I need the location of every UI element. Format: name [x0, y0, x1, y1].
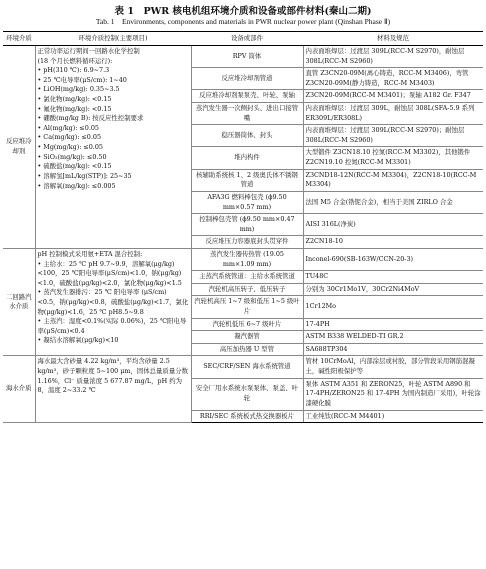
table-body [3, 46, 483, 423]
header-equipment: 设备或部件 [191, 32, 303, 46]
condition-line: • SiO₂(mg/kg): ≤0.50 [37, 152, 107, 161]
material-cell: 内表面堆焊层：过渡层 309L(RCC-M S2970)；耐蚀层 308L(RCC-M S2960) [303, 125, 483, 147]
equipment-cell: 主蒸汽系统管道：主给水系统管道 [191, 271, 303, 284]
condition-line: 海水最大含砂量 4.22 kg/m³，平均含砂量 2.5 kg/m³，砂子颗粒度 5~100 μm，固体总量质量分数 1.16%，Cl⁻ 质量浓度 5 677.87 mg/L，pH 约为 8，温度 2~33.2 ℃ [37, 357, 188, 395]
equipment-cell: 反应堆压力容器底封头贯穿件 [191, 236, 303, 249]
condition-line: • 硫酸盐(mg/kg): <0.15 [37, 162, 112, 171]
material-cell: 法国 M5 合金(锆铌合金)，相当于美国 ZIRLO 合金 [303, 191, 483, 213]
condition-line: • 蒸汽发生器排污：25 ℃ 阳电导率 (μS/cm)<0.5，钠(μg/kg)<0.8，硫酸盐(μg/kg)<1.7，氯化物(μg/kg)<1.6，25 ℃ pH8.5~9.8 [37, 288, 189, 316]
material-cell: 17-4PH [303, 318, 483, 331]
material-cell: 1Cr12Mo [303, 296, 483, 318]
equipment-cell: RPV 筒体 [191, 46, 303, 68]
condition-line: • 主蒸汽：湿度<0.1%(实际 0.06%)，25 ℃阳电导率(μS/cm)<0.4 [37, 317, 187, 335]
equipment-cell: AFA3G 燃料棒包壳 (ϕ9.50 mm×0.57 mm) [191, 191, 303, 213]
equipment-cell: 汽轮机高压转子、低压转子 [191, 283, 303, 296]
material-cell: Z3CND18-12N(RCC-M M3304)，Z2CN18-10(RCC-M M3304) [303, 169, 483, 191]
equipment-cell: 核辅助系统核 1、2 级奥氏体不锈钢管道 [191, 169, 303, 191]
equipment-cell: 凝汽器管 [191, 331, 303, 344]
equipment-cell: 反应堆冷却剂管道 [191, 68, 303, 90]
equipment-cell: 安全厂用水系统水泵泵体、泵盖、叶轮 [191, 378, 303, 410]
equipment-cell: 堆内构件 [191, 147, 303, 169]
material-cell: ASTM B338 WELDED-TI GR.2 [303, 331, 483, 344]
condition-line: 正常功率运行期间一回路水化学控制 [37, 47, 140, 55]
condition-line: • pH(310 ℃): 6.9~7.3 [37, 66, 110, 75]
equipment-cell: 汽轮机高压 1~7 级和低压 1~5 级叶片 [191, 296, 303, 318]
material-cell: 泵体 ASTM A351 和 ZERON25，叶轮 ASTM A890 和 17-4PH/ZERON25 和 17-4PH 为国内制造厂采用)，叶轮涂漆硬化膜 [303, 378, 483, 410]
condition-cell [35, 356, 191, 423]
equipment-cell: SEC/CRF/SEN 海水系统管道 [191, 356, 303, 378]
material-cell: TU48C [303, 271, 483, 284]
equipment-cell: 反应堆冷却剂泵泵壳、叶轮、泵轴 [191, 90, 303, 103]
material-cell: 工业纯钛(RCC-M M4401) [303, 410, 483, 423]
table-header-row [3, 32, 483, 46]
table-row [3, 356, 483, 378]
condition-line: • 氟化物(mg/kg): <0.15 [37, 104, 112, 113]
system-cell: 海水介质 [3, 356, 35, 423]
table-title-en: Tab. 1 Environments, components and materials in PWR nuclear power plant (Qinshan Phase Ⅱ) [95, 17, 391, 26]
header-control: 环境介质控制(主要项目) [35, 32, 191, 46]
table-row [3, 248, 483, 270]
material-cell: 大型锻件 Z3CN18.10 控氮(RCC-M M3302)，其他锻件 Z2CN19.10 控氮(RCC-M M3301) [303, 147, 483, 169]
condition-line: • Ca(mg/kg): ≤0.05 [37, 133, 102, 142]
material-cell: Z2CN18-10 [303, 236, 483, 249]
material-cell: 分别为 30Cr1Mo1V，30Cr2Ni4MoV [303, 283, 483, 296]
condition-line: • 溶解氢[mL/kg(STP)]: 25~35 [37, 171, 132, 180]
material-cell: Z3CN20-09M(RCC-M M3401)；泵轴 A182 Gr. F347 [303, 90, 483, 103]
system-cell: 二回路汽水介质 [3, 248, 35, 355]
material-cell: Inconel-690(SB-163W/CCN-20-3) [303, 248, 483, 270]
materials-table [3, 31, 483, 423]
table-title-cn: 表 1 PWR 核电机组环境介质和设备或部件材料(秦山二期) [114, 6, 372, 17]
condition-line: • 氯化物(mg/kg): <0.15 [37, 95, 112, 104]
condition-line: • Al(mg/kg): ≤0.05 [37, 123, 99, 132]
material-cell: 内表面堆焊层：过渡层 309L，耐蚀层 308L(SFA-5.9 系列 ER309L/ER308L) [303, 103, 483, 125]
equipment-cell: 汽轮机低压 6~7 级叶片 [191, 318, 303, 331]
condition-line: • 溶解氧(mg/kg): ≤0.005 [37, 181, 116, 190]
condition-cell [35, 46, 191, 249]
header-material: 材料及规范 [303, 32, 483, 46]
condition-line: (18 个月长燃料循环运行): [37, 56, 113, 65]
header-medium: 环境介质 [3, 32, 35, 46]
equipment-cell: 稳压器筒体、封头 [191, 125, 303, 147]
table-row [3, 46, 483, 68]
condition-line: • LiOH(mg/kg): 0.35~3.5 [37, 85, 120, 94]
condition-line: • 主给水：25 ℃ pH 9.7~9.9，溶解氧(μg/kg)<100，25 ℃阳电导率(μS/cm)<1.0，钠(μg/kg)<1.0，硫酸盐(μg/kg)<2.0，氯化物(μg/kg)<1.5 [37, 259, 182, 287]
condition-line: pH 控制模式采用氨+ETA 混合控制: [37, 249, 143, 258]
equipment-cell: 高压加热器 U 型管 [191, 343, 303, 356]
material-cell: 管材 10CrMoAl，内部涂层或衬胶，部分管段采用钢筋混凝土，碱性阳极保护等 [303, 356, 483, 378]
condition-cell [35, 248, 191, 355]
condition-line: • Mg(mg/kg): ≤0.05 [37, 143, 103, 152]
material-cell: 直管 Z3CN20-09M(离心铸造，RCC-M M3406)，弯管 Z3CN20-09M(静力铸造，RCC-M M3403) [303, 68, 483, 90]
equipment-cell: 蒸汽发生器一次侧封头、进出口接管嘴 [191, 103, 303, 125]
equipment-cell: 蒸汽发生器传热管 (19.05 mm×1.09 mm) [191, 248, 303, 270]
system-cell: 反应堆冷却剂 [3, 46, 35, 249]
material-cell: 内表面堆焊层：过渡层 309L(RCC-M S2970)，耐蚀层 308L(RCC-M S2960) [303, 46, 483, 68]
condition-line: • 凝结水溶解氧(μg/kg)<10 [37, 336, 119, 345]
material-cell: AISI 316L(净炭) [303, 214, 483, 236]
condition-line: • 25 ℃电导率(μS/cm): 1~40 [37, 75, 127, 84]
equipment-cell: 控制棒包壳管 (ϕ9.50 mm×0.47 mm) [191, 214, 303, 236]
material-cell: SA688TP304 [303, 343, 483, 356]
condition-line: • 硼酸(mg/kg B): 按反应性控制要求 [37, 114, 144, 123]
equipment-cell: RRI/SEC 系统板式热交换器板片 [191, 410, 303, 423]
